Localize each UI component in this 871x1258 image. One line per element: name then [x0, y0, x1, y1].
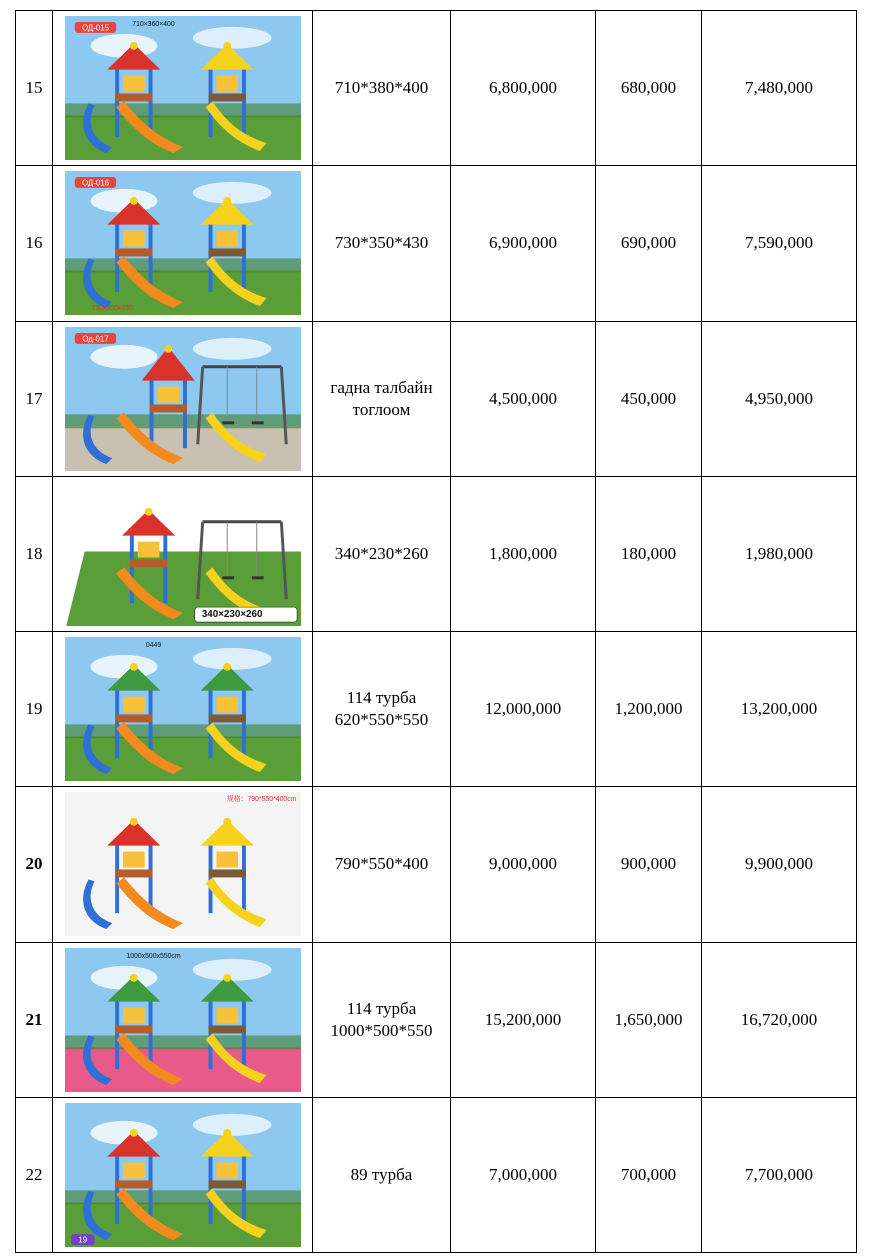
size-text: 730*350*430 [334, 233, 429, 253]
vat-cell: 700,000 [596, 1097, 702, 1252]
size-text: 1000*500*550 [330, 1020, 433, 1040]
size-text: 790*550*400 [334, 854, 429, 874]
size-cell [313, 942, 451, 1097]
row-number: 21 [16, 942, 53, 1097]
table-row [16, 166, 857, 321]
price-cell: 6,900,000 [451, 166, 596, 321]
size-text: тоглоом [352, 399, 411, 419]
image-dimension-label: 1000x500x550cm [125, 952, 181, 960]
total-cell: 7,700,000 [702, 1097, 857, 1252]
image-dimension-label: 0449 [145, 642, 161, 650]
playground-image [65, 948, 301, 1092]
row-number: 19 [16, 632, 53, 787]
total-cell: 7,590,000 [702, 166, 857, 321]
total-cell: 7,480,000 [702, 11, 857, 166]
table-row [16, 942, 857, 1097]
vat-cell: 680,000 [596, 11, 702, 166]
playground-image [65, 327, 301, 471]
image-tag-label: ОД-016 [81, 178, 109, 188]
product-image-cell [53, 11, 313, 166]
size-text: гадна талбайн [330, 377, 433, 397]
playground-image [65, 482, 301, 626]
size-cell [313, 632, 451, 787]
row-number: 20 [16, 787, 53, 942]
total-cell: 16,720,000 [702, 942, 857, 1097]
total-cell: 13,200,000 [702, 632, 857, 787]
table-row [16, 321, 857, 476]
size-text: 340*230*260 [334, 543, 429, 563]
table-row [16, 476, 857, 631]
price-cell: 6,800,000 [451, 11, 596, 166]
playground-image [65, 792, 301, 936]
size-text: 114 турба [346, 998, 417, 1018]
size-cell [313, 11, 451, 166]
product-image-cell [53, 942, 313, 1097]
table-row [16, 787, 857, 942]
row-number: 16 [16, 166, 53, 321]
row-number: 18 [16, 476, 53, 631]
playground-image [65, 1103, 301, 1247]
total-cell: 1,980,000 [702, 476, 857, 631]
price-cell: 15,200,000 [451, 942, 596, 1097]
row-number: 17 [16, 321, 53, 476]
table-row [16, 11, 857, 166]
vat-cell: 450,000 [596, 321, 702, 476]
table-row [16, 1097, 857, 1252]
vat-cell: 900,000 [596, 787, 702, 942]
product-image-cell [53, 321, 313, 476]
image-dimension-label: 规格：790*550*400cm [226, 796, 296, 804]
playground-image [65, 637, 301, 781]
price-cell: 1,800,000 [451, 476, 596, 631]
size-cell [313, 476, 451, 631]
table-row [16, 632, 857, 787]
price-cell: 7,000,000 [451, 1097, 596, 1252]
product-image-cell [53, 476, 313, 631]
image-tag-label: ОД-015 [81, 23, 109, 33]
playground-image [65, 171, 301, 315]
image-dimension-label: 710×360×400 [131, 21, 175, 29]
size-cell [313, 166, 451, 321]
row-number: 22 [16, 1097, 53, 1252]
image-tag-label: 19 [77, 1235, 87, 1245]
size-text: 620*550*550 [334, 710, 429, 730]
price-cell: 9,000,000 [451, 787, 596, 942]
playground-image [65, 16, 301, 160]
price-cell: 4,500,000 [451, 321, 596, 476]
vat-cell: 690,000 [596, 166, 702, 321]
size-text: 114 турба [346, 688, 417, 708]
product-image-cell [53, 787, 313, 942]
price-table [15, 10, 857, 1253]
size-cell [313, 321, 451, 476]
size-text: 710*380*400 [334, 78, 429, 98]
image-dimension-label: 730х350х430 [91, 305, 133, 313]
image-dimension-label: 340×230×260 [201, 608, 262, 620]
vat-cell: 180,000 [596, 476, 702, 631]
total-cell: 9,900,000 [702, 787, 857, 942]
size-cell [313, 1097, 451, 1252]
table-body [16, 11, 857, 1253]
vat-cell: 1,200,000 [596, 632, 702, 787]
price-cell: 12,000,000 [451, 632, 596, 787]
product-image-cell [53, 632, 313, 787]
size-cell [313, 787, 451, 942]
vat-cell: 1,650,000 [596, 942, 702, 1097]
product-image-cell [53, 166, 313, 321]
total-cell: 4,950,000 [702, 321, 857, 476]
image-tag-label: Од-017 [81, 333, 109, 344]
row-number: 15 [16, 11, 53, 166]
size-text: 89 турба [350, 1164, 413, 1184]
product-image-cell [53, 1097, 313, 1252]
